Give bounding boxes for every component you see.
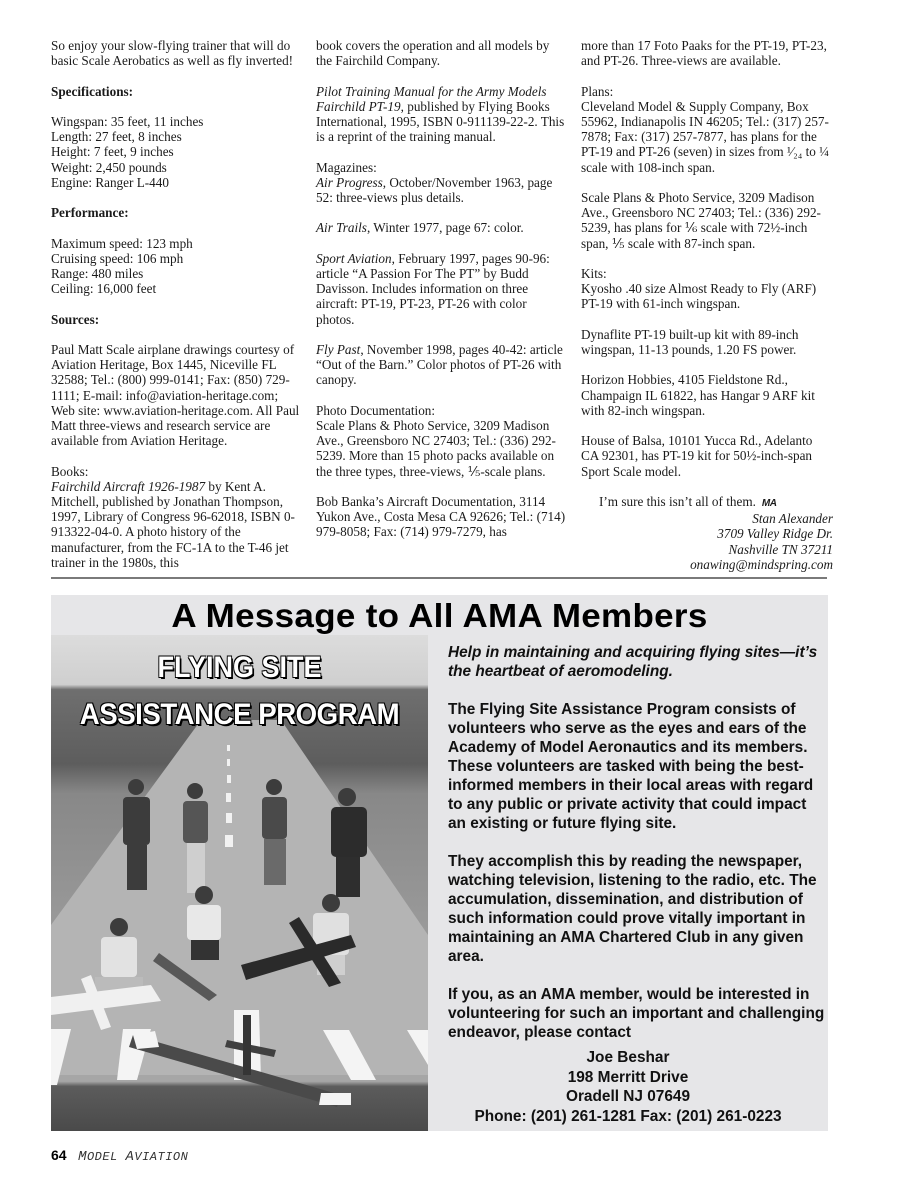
closing-line	[581, 494, 833, 511]
author-city: Nashville TN 37211	[728, 541, 833, 557]
magazine-name-rest: VIATION	[134, 1150, 189, 1164]
author-signature	[581, 511, 833, 572]
performance-item: Maximum speed: 123 mph	[51, 235, 193, 251]
photo-documentation-continued: more than 17 Foto Paaks for the PT-19, PT-23, and PT-26. Three-views are available.	[581, 38, 827, 69]
ad-paragraph: They accomplish this by reading the newspaper, watching television, listening to the radio, etc. The accumulation, dissemination, and distribution of such information could prove vitally important in maintaining an AMA Chartered Club in any given area.	[448, 853, 817, 965]
magazine-name	[78, 1150, 188, 1164]
book-entry	[316, 84, 568, 145]
photo-title-line-2: ASSISTANCE PROGRAM	[79, 698, 400, 731]
magazine-name-rest: ODEL	[86, 1150, 118, 1164]
kit-entry: Kyosho .40 size Almost Ready to Fly (ARF) PT-19 with 61-inch wingspan.	[581, 281, 817, 312]
page-footer	[51, 1147, 188, 1165]
ad-contact-block	[428, 1048, 828, 1126]
photo-documentation-entry: Scale Plans & Photo Service, 3209 Madison Ave., Greensboro NC 27403; Tel.: (336) 292-5239. More than 15 photo packs available on the three types, three-views, ⅕-scale plans.	[316, 417, 556, 479]
magazine-entry	[316, 220, 568, 235]
plans-entry: Scale Plans & Photo Service, 3209 Madison Ave., Greensboro NC 27403; Tel.: (336) 292-5239, has plans for ⅙ scale with 72½-inch span, ⅕ scale with 87-inch span.	[581, 190, 821, 251]
magazine-title: Sport Aviation	[316, 250, 392, 266]
ma-end-mark-icon: MA	[761, 497, 777, 509]
performance-heading: Performance:	[51, 205, 129, 221]
magazine-title: Air Trails	[316, 220, 367, 236]
section-divider	[51, 577, 827, 579]
performance-list	[51, 236, 303, 297]
author-name: Stan Alexander	[752, 511, 833, 527]
plans-label: Plans:	[581, 83, 614, 99]
magazine-entry	[316, 251, 568, 327]
ama-message-ad	[51, 595, 828, 1131]
photo-documentation-label: Photo Documentation:	[316, 402, 436, 418]
contact-name: Joe Beshar	[586, 1049, 670, 1066]
page-number: 64	[51, 1147, 67, 1163]
spec-item: Length: 27 feet, 8 inches	[51, 129, 182, 145]
magazine-description: , October/November 1963, page 52: three-views plus details.	[316, 174, 553, 205]
ad-paragraph: If you, as an AMA member, would be interested in volunteering for such an important and challenging endeavor, please contact	[448, 986, 825, 1041]
kit-entry: House of Balsa, 10101 Yucca Rd., Adelanto CA 92301, has PT-19 kit for 50½-inch-span Sport Scale model.	[581, 433, 813, 479]
intro-paragraph: So enjoy your slow-flying trainer that will do basic Scale Aerobatics as well as fly inverted!	[51, 38, 294, 69]
magazine-entry	[316, 342, 568, 388]
performance-item: Range: 480 miles	[51, 265, 144, 281]
performance-item: Ceiling: 16,000 feet	[51, 281, 157, 297]
magazine-title: Fly Past	[316, 341, 361, 357]
specifications-heading: Specifications:	[51, 83, 134, 99]
article-column-1	[51, 38, 303, 585]
flying-site-photo	[51, 635, 428, 1131]
ad-intro: Help in maintaining and acquiring flying sites—it’s the heartbeat of aeromodeling.	[448, 644, 818, 680]
specifications-list	[51, 114, 303, 190]
magazine-entry	[316, 175, 568, 205]
magazine-description: , Winter 1977, page 67: color.	[366, 220, 524, 236]
books-label: Books:	[51, 463, 89, 479]
sources-heading: Sources:	[51, 311, 100, 327]
book-entry	[51, 479, 303, 570]
magazine-title: Air Progress	[316, 174, 383, 190]
book-description: by Kent A. Mitchell, published by Jonathan Thompson, 1997, Library of Congress 96-62018, ISBN 0-913322-04-0. A photo history of the manufacturer, from the FC-1A to the T-46 jet trainer in the 1980s, this	[51, 478, 295, 570]
magazine-name-initial: M	[78, 1149, 87, 1165]
magazines-label: Magazines:	[316, 159, 377, 175]
kit-entry: Horizon Hobbies, 4105 Fieldstone Rd., Champaign IL 61822, has Hangar 9 ARF kit with 82-inch wingspan.	[581, 372, 815, 418]
magazine-name-initial: A	[125, 1149, 135, 1165]
magazine-description: , February 1997, pages 90-96: article “A Passion For The PT” by Budd Davisson. Includes information on three aircraft: PT-19, PT-23, PT-26 with color photos.	[316, 250, 550, 327]
book-entry-continued: book covers the operation and all models by the Fairchild Company.	[316, 38, 550, 69]
sources-paragraph: Paul Matt Scale airplane drawings courtesy of Aviation Heritage, Box 1445, Niceville FL 32588; Tel.: (800) 999-0141; Fax: (850) 729-1111; E-mail: info@aviation-heritage.com; Web site: www.aviation-heritage.com. All Paul Matt three-views and research service are available from Aviation Heritage.	[51, 341, 300, 449]
spec-item: Weight: 2,450 pounds	[51, 159, 167, 175]
spec-item: Engine: Ranger L-440	[51, 174, 169, 190]
ad-title: A Message to All AMA Members	[171, 597, 708, 634]
photo-documentation-entry: Bob Banka’s Aircraft Documentation, 3114 Yukon Ave., Costa Mesa CA 92626; Tel.: (714) 979-8058; Fax: (714) 979-7279, has	[316, 493, 566, 540]
kit-entry: Dynaflite PT-19 built-up kit with 89-inch wingspan, 11-13 pounds, 1.20 FS power.	[581, 326, 799, 357]
spec-item: Height: 7 feet, 9 inches	[51, 144, 174, 160]
photo-title-line-1: FLYING SITE	[157, 651, 322, 684]
book-description: , published by Flying Books International, 1995, ISBN 0-911139-22-2. This is a reprint of the training manual.	[316, 98, 565, 145]
contact-phone-fax: Phone: (201) 261-1281 Fax: (201) 261-0223	[474, 1107, 782, 1125]
kits-label: Kits:	[581, 266, 607, 281]
contact-city: Oradell NJ 07649	[565, 1088, 691, 1105]
closing-text: I’m sure this isn’t all of them.	[599, 493, 756, 509]
article-column-3	[581, 38, 833, 572]
author-street: 3709 Valley Ridge Dr.	[717, 526, 833, 542]
spec-item: Wingspan: 35 feet, 11 inches	[51, 113, 204, 129]
performance-item: Cruising speed: 106 mph	[51, 250, 184, 266]
book-title: Pilot Training Manual for the Army Models Fairchild PT-19	[316, 83, 547, 114]
magazine-description: , November 1998, pages 40-42: article “Out of the Barn.” Color photos of PT-26 with canopy.	[316, 341, 563, 388]
article-column-2	[316, 38, 568, 555]
ad-body	[448, 643, 828, 1061]
author-email[interactable]: onawing@mindspring.com	[690, 556, 833, 572]
plans-entry: Cleveland Model & Supply Company, Box 55962, Indianapolis IN 46205; Tel.: (317) 257-7878; Fax: (317) 257-7877, has plans for the PT-19 and PT-26 (seven) in sizes from ¹⁄₂₄ to ¼ scale with 108-inch span.	[581, 98, 830, 175]
ad-paragraph: The Flying Site Assistance Program consists of volunteers who serve as the eyes and ears of the Academy of Model Aeronautics and its members. These volunteers are tasked with being the best-informed members in their local areas with regard to any public or private activity that could impact an existing or future flying site.	[448, 701, 814, 832]
contact-street: 198 Merritt Drive	[567, 1068, 689, 1086]
book-title: Fairchild Aircraft 1926-1987	[51, 478, 206, 494]
